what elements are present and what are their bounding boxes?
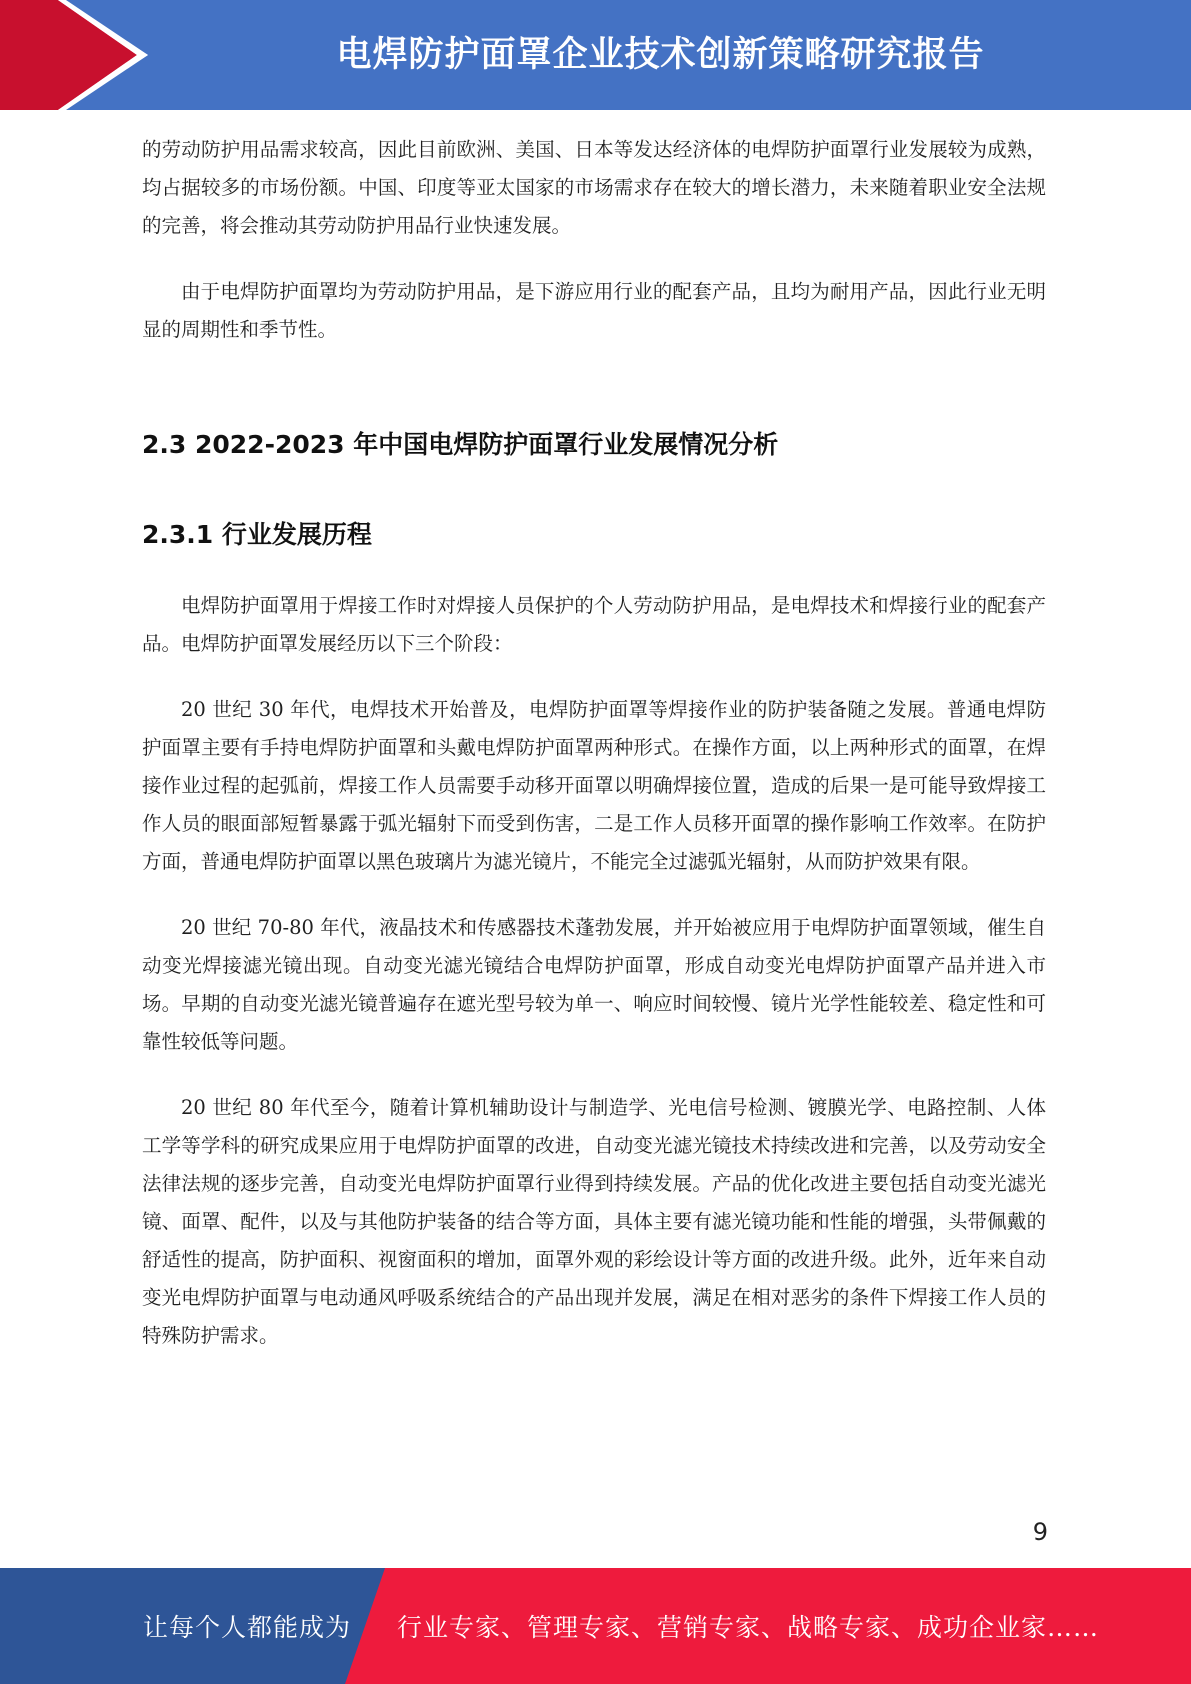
paragraph-stage-2: 20 世纪 70-80 年代，液晶技术和传感器技术蓬勃发展，并开始被应用于电焊防护面罩领域，催生自动变光焊接滤光镜出现。自动变光滤光镜结合电焊防护面罩，形成自动变光电焊防护面罩产品并进入市场。早期的自动变光滤光镜普遍存在遮光型号较为单一、响应时间较慢、镜片光学性能较差、稳定性和可靠性较低等问题。 <box>142 916 1046 1053</box>
header-bar <box>0 0 1191 110</box>
paragraph-intro: 电焊防护面罩用于焊接工作时对焊接人员保护的个人劳动防护用品，是电焊技术和焊接行业的配套产品。电焊防护面罩发展经历以下三个阶段： <box>142 594 1046 655</box>
section-heading-2-3: 2.3 2022-2023 年中国电焊防护面罩行业发展情况分析 <box>142 430 779 459</box>
header-arrow-icon <box>0 0 160 110</box>
paragraph-cyclicality: 由于电焊防护面罩均为劳动防护用品，是下游应用行业的配套产品，且均为耐用产品，因此行业无明显的周期性和季节性。 <box>142 280 1046 341</box>
paragraph-stage-3: 20 世纪 80 年代至今，随着计算机辅助设计与制造学、光电信号检测、镀膜光学、电路控制、人体工学等学科的研究成果应用于电焊防护面罩的改进，自动变光滤光镜技术持续改进和完善，以及劳动安全法律法规的逐步完善，自动变光电焊防护面罩行业得到持续发展。产品的优化改进主要包括自动变光滤光镜、面罩、配件，以及与其他防护装备的结合等方面，具体主要有滤光镜功能和性能的增强，头带佩戴的舒适性的提高，防护面积、视窗面积的增加，面罩外观的彩绘设计等方面的改进升级。此外，近年来自动变光电焊防护面罩与电动通风呼吸系统结合的产品出现并发展，满足在相对恶劣的条件下焊接工作人员的特殊防护需求。 <box>142 1096 1046 1347</box>
report-title: 电焊防护面罩企业技术创新策略研究报告 <box>336 35 985 75</box>
section-heading-2-3-1: 2.3.1 行业发展历程 <box>142 520 372 549</box>
paragraph-stage-1: 20 世纪 30 年代，电焊技术开始普及，电焊防护面罩等焊接作业的防护装备随之发展。普通电焊防护面罩主要有手持电焊防护面罩和头戴电焊防护面罩两种形式。在操作方面，以上两种形式的面罩，在焊接作业过程的起弧前，焊接工作人员需要手动移开面罩以明确焊接位置，造成的后果一是可能导致焊接工作人员的眼面部短暂暴露于弧光辐射下而受到伤害，二是工作人员移开面罩的操作影响工作效率。在防护方面，普通电焊防护面罩以黑色玻璃片为滤光镜片，不能完全过滤弧光辐射，从而防护效果有限。 <box>142 698 1046 873</box>
footer-slogan-left: 让每个人都能成为 <box>143 1613 352 1642</box>
paragraph-market: 的劳动防护用品需求较高，因此目前欧洲、美国、日本等发达经济体的电焊防护面罩行业发展较为成熟，均占据较多的市场份额。中国、印度等亚太国家的市场需求存在较大的增长潜力，未来随着职业安全法规的完善，将会推动其劳动防护用品行业快速发展。 <box>142 138 1046 237</box>
document-body <box>142 131 1046 1355</box>
page-number: 9 <box>1032 1518 1048 1546</box>
footer-banner <box>0 1568 1191 1684</box>
footer-slogan-right: 行业专家、管理专家、营销专家、战略专家、成功企业家…… <box>397 1613 1100 1642</box>
